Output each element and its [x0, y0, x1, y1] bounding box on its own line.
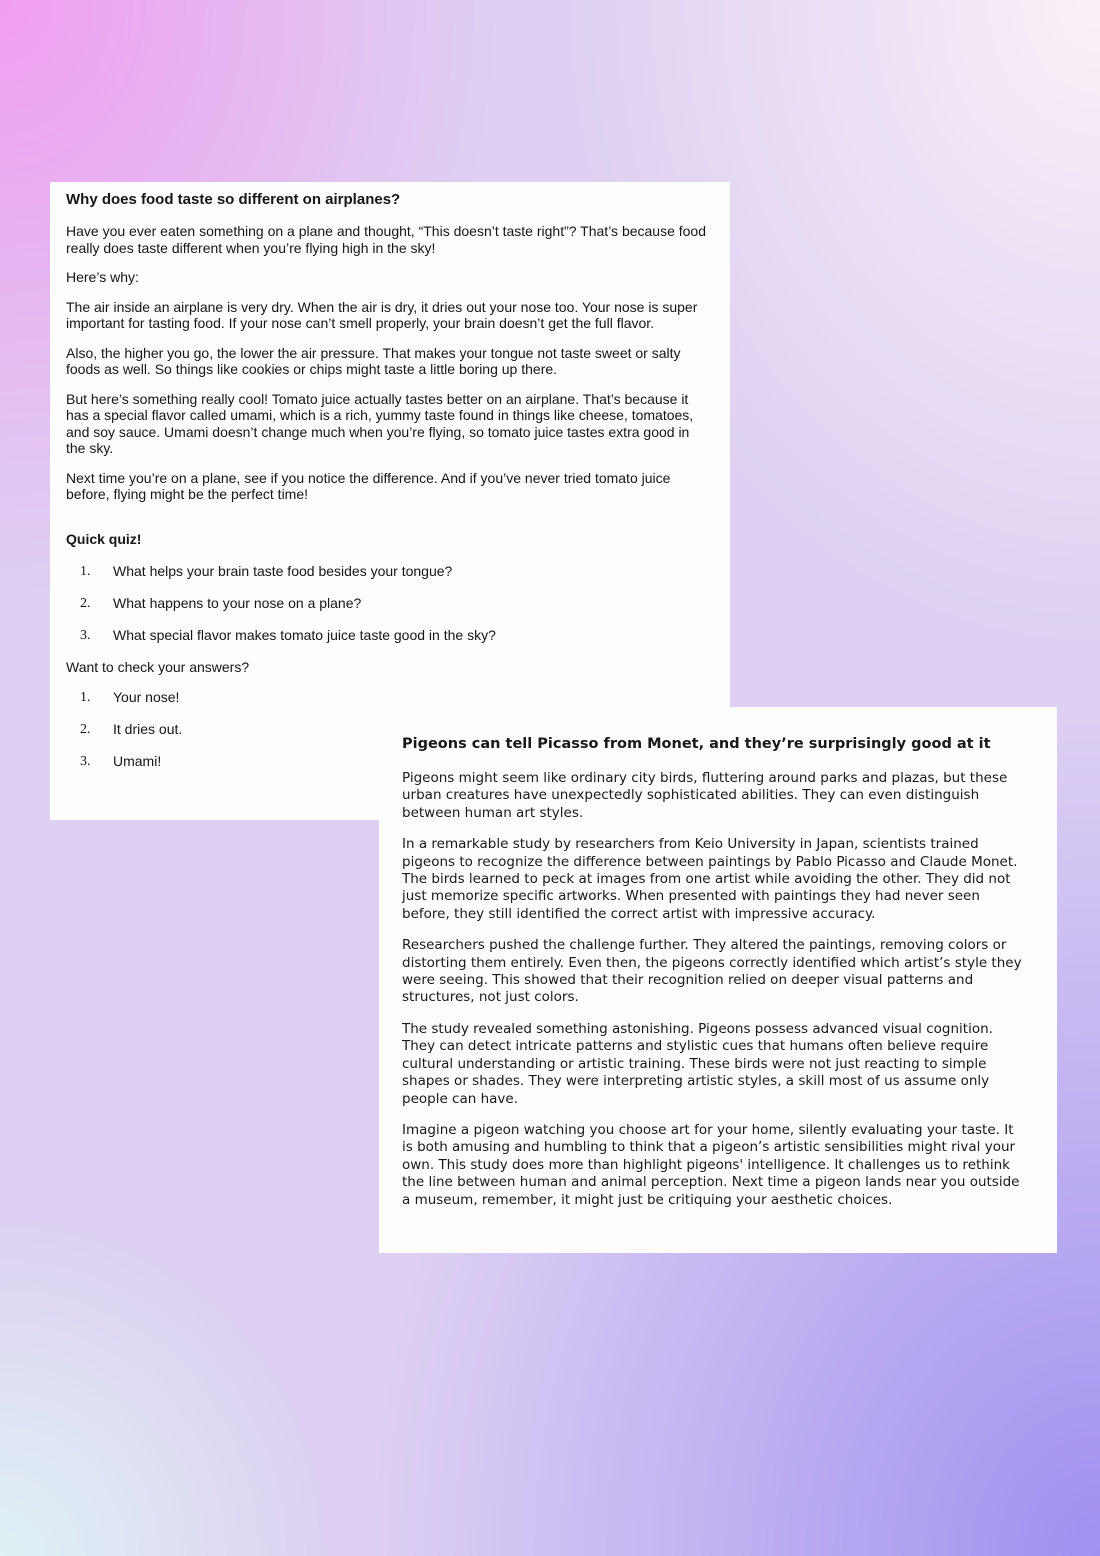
quiz-answer-text: Your nose! — [113, 688, 180, 705]
pigeon-paragraph-conclusion: Imagine a pigeon watching you choose art for your home, silently evaluating your taste. It is both amusing and humbling to think that a pigeon’s artistic sensibilities might rival your own. This study does more than highlight pigeons' intelligence. It challenges us to rethink the line between human and animal perception. Next time a pigeon lands near you outside a museum, remember, it might just be critiquing your aesthetic choices. — [402, 1121, 1020, 1208]
quiz-question-number: 1. — [80, 564, 91, 579]
quiz-question-item — [66, 563, 710, 580]
quiz-question-number: 3. — [80, 628, 91, 643]
answers-prompt: Want to check your answers? — [66, 659, 250, 675]
pigeon-paragraph-study: In a remarkable study by researchers from Keio University in Japan, scientists trained pigeons to recognize the difference between paintings by Pablo Picasso and Claude Monet. The birds learned to peck at images from one artist while avoiding the other. They did not just memorize specific artworks. When presented with paintings they had never seen before, they still identified the correct artist with impressive accuracy. — [402, 836, 1018, 922]
quiz-question-item — [66, 627, 710, 644]
airplane-paragraph-pressure: Also, the higher you go, the lower the air pressure. That makes your tongue not taste sweet or salty foods as well. So things like cookies or chips might taste a little boring up there. — [66, 344, 681, 377]
airplane-paragraph-dry-air: The air inside an airplane is very dry. When the air is dry, it dries out your nose too. Your nose is super important for tasting food. If your nose can’t smell properly, your brain doesn’t get the full flavor. — [66, 298, 698, 331]
quiz-question-item — [66, 595, 710, 612]
quiz-question-number: 2. — [80, 596, 91, 611]
pigeon-paragraph-cognition: The study revealed something astonishing. Pigeons possess advanced visual cognition. They can detect intricate patterns and stylistic cues that humans often believe require cultural understanding or artistic training. These birds were not just reacting to simple shapes or shades. They were interpreting artistic styles, a skill most of us assume only people can have. — [402, 1020, 993, 1107]
quiz-heading: Quick quiz! — [66, 530, 142, 547]
airplane-article-title: Why does food taste so different on airplanes? — [66, 191, 401, 208]
pigeon-paragraph-intro: Pigeons might seem like ordinary city birds, fluttering around parks and plazas, but these urban creatures have unexpectedly sophisticated abilities. They can even distinguish between human art styles. — [402, 770, 1008, 821]
quiz-question-text: What special flavor makes tomato juice taste good in the sky? — [113, 627, 496, 643]
airplane-paragraph-next-time: Next time you’re on a plane, see if you notice the difference. And if you’ve never tried tomato juice before, flying might be the perfect time! — [66, 469, 671, 502]
quiz-answer-text: It dries out. — [113, 720, 183, 737]
pigeon-article-card — [379, 707, 1057, 1253]
quiz-answer-number: 1. — [80, 689, 91, 705]
airplane-paragraph-tomato-juice: But here’s something really cool! Tomato juice actually tastes better on an airplane. That’s because it has a special flavor called umami, which is a rich, yummy taste found in things like cheese, tomatoes, and soy sauce. Umami doesn’t change much when you’re flying, so tomato juice tastes extra good in the sky. — [66, 390, 694, 456]
quiz-answer-number: 3. — [80, 753, 91, 769]
quiz-answer-text: Umami! — [113, 752, 162, 769]
airplane-paragraph-intro: Have you ever eaten something on a plane and thought, “This doesn’t taste right”? That’s because food really does taste different when you’re flying high in the sky! — [66, 223, 707, 256]
quiz-answer-number: 2. — [80, 721, 91, 737]
pigeon-article-title: Pigeons can tell Picasso from Monet, and they’re surprisingly good at it — [402, 736, 991, 752]
quiz-question-list — [66, 563, 710, 644]
pigeon-paragraph-challenge: Researchers pushed the challenge further. They altered the paintings, removing colors or distorting them entirely. Even then, the pigeons correctly identified which artist’s style they were seeing. This showed that their recognition relied on deeper visual patterns and structures, not just colors. — [402, 937, 1022, 1006]
airplane-paragraph-heres-why: Here’s why: — [66, 269, 139, 285]
quiz-answer-item — [66, 689, 710, 706]
quiz-question-text: What happens to your nose on a plane? — [113, 595, 362, 611]
quiz-question-text: What helps your brain taste food besides your tongue? — [113, 563, 453, 579]
